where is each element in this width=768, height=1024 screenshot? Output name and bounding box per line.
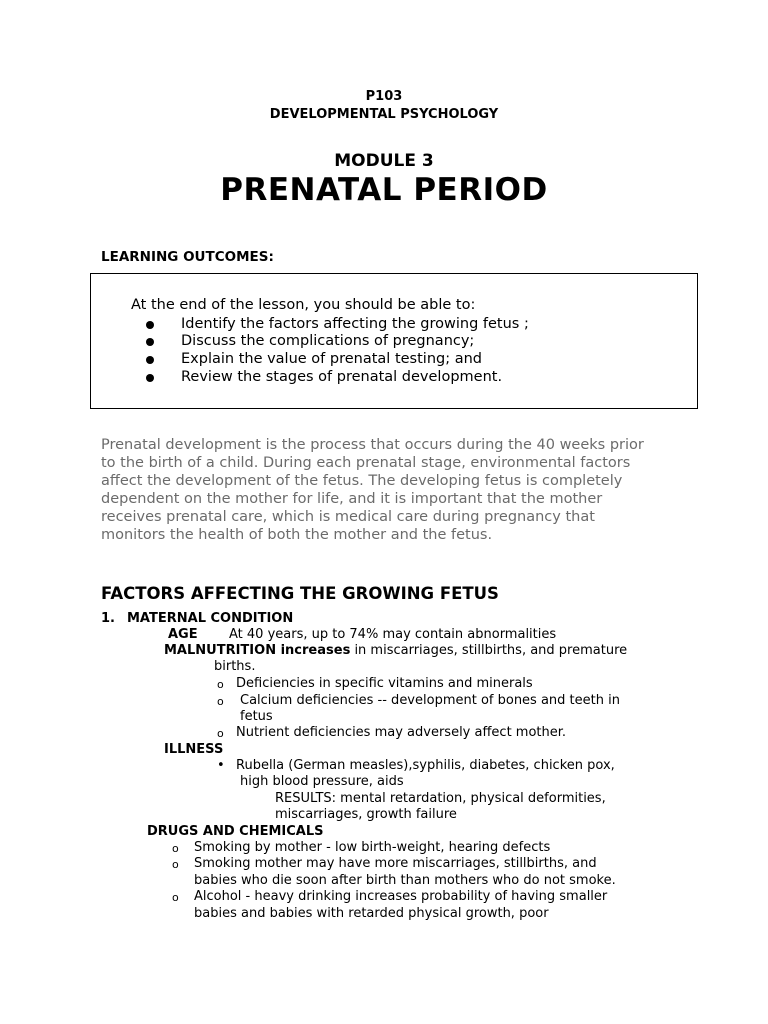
maternal-condition-title: MATERNAL CONDITION bbox=[127, 611, 294, 626]
course-code: P103 bbox=[365, 89, 403, 104]
illness-results: RESULTS: mental retardation, physical deformities, bbox=[275, 791, 606, 806]
drugs-item: Alcohol - heavy drinking increases probability of having smaller bbox=[194, 889, 608, 904]
malnutrition-item: Nutrient deficiencies may adversely affect mother. bbox=[236, 725, 567, 740]
sub-bullet-icon: o bbox=[217, 695, 224, 708]
malnutrition-item: fetus bbox=[240, 709, 273, 724]
dot-bullet-icon: • bbox=[217, 758, 225, 773]
intro-paragraph-line: affect the development of the fetus. The developing fetus is completely bbox=[101, 473, 623, 489]
sub-bullet-icon: o bbox=[172, 858, 179, 871]
list-number: 1. bbox=[101, 611, 115, 626]
drugs-item: Smoking by mother - low birth-weight, hearing defects bbox=[194, 840, 551, 855]
malnutrition-item: Deficiencies in specific vitamins and minerals bbox=[236, 676, 533, 691]
malnutrition-item: Calcium deficiencies -- development of bones and teeth in bbox=[240, 693, 620, 708]
age-text: At 40 years, up to 74% may contain abnormalities bbox=[229, 627, 557, 642]
age-label: AGE bbox=[168, 627, 198, 642]
bullet-dot-icon bbox=[146, 374, 154, 382]
sub-bullet-icon: o bbox=[172, 842, 179, 855]
intro-paragraph-line: Prenatal development is the process that occurs during the 40 weeks prior bbox=[101, 437, 644, 453]
illness-item: high blood pressure, aids bbox=[240, 774, 404, 789]
factors-heading: FACTORS AFFECTING THE GROWING FETUS bbox=[101, 584, 499, 603]
page-title: PRENATAL PERIOD bbox=[220, 172, 548, 208]
bullet-dot-icon bbox=[146, 338, 154, 346]
drugs-item: Smoking mother may have more miscarriages, stillbirths, and bbox=[194, 856, 597, 871]
learning-outcome-item: Discuss the complications of pregnancy; bbox=[181, 333, 475, 349]
learning-outcome-item: Explain the value of prenatal testing; and bbox=[181, 351, 482, 367]
sub-bullet-icon: o bbox=[217, 678, 224, 691]
drugs-label: DRUGS AND CHEMICALS bbox=[147, 824, 324, 839]
intro-paragraph-line: dependent on the mother for life, and it is important that the mother bbox=[101, 491, 603, 507]
intro-paragraph-line: receives prenatal care, which is medical care during pregnancy that bbox=[101, 509, 595, 525]
malnutrition-label: MALNUTRITION increases bbox=[164, 643, 351, 658]
learning-outcome-item: Review the stages of prenatal development. bbox=[181, 369, 503, 385]
malnutrition-line bbox=[164, 643, 627, 658]
learning-outcomes-heading: LEARNING OUTCOMES: bbox=[101, 249, 274, 265]
intro-paragraph-line: monitors the health of both the mother and the fetus. bbox=[101, 527, 493, 543]
malnutrition-continuation: births. bbox=[214, 659, 256, 674]
illness-results: miscarriages, growth failure bbox=[275, 807, 457, 822]
malnutrition-text: in miscarriages, stillbirths, and premature bbox=[350, 643, 628, 658]
learning-outcome-item: Identify the factors affecting the growing fetus ; bbox=[181, 316, 529, 332]
learning-outcomes-intro: At the end of the lesson, you should be able to: bbox=[131, 297, 476, 313]
bullet-dot-icon bbox=[146, 356, 154, 364]
drugs-item: babies and babies with retarded physical growth, poor bbox=[194, 906, 549, 921]
illness-label: ILLNESS bbox=[164, 742, 224, 757]
sub-bullet-icon: o bbox=[172, 891, 179, 904]
drugs-item: babies who die soon after birth than mothers who do not smoke. bbox=[194, 873, 616, 888]
module-label: MODULE 3 bbox=[334, 151, 434, 171]
intro-paragraph-line: to the birth of a child. During each prenatal stage, environmental factors bbox=[101, 455, 631, 471]
course-title: DEVELOPMENTAL PSYCHOLOGY bbox=[269, 107, 499, 122]
sub-bullet-icon: o bbox=[217, 727, 224, 740]
bullet-dot-icon bbox=[146, 321, 154, 329]
illness-item: Rubella (German measles),syphilis, diabetes, chicken pox, bbox=[236, 758, 615, 773]
